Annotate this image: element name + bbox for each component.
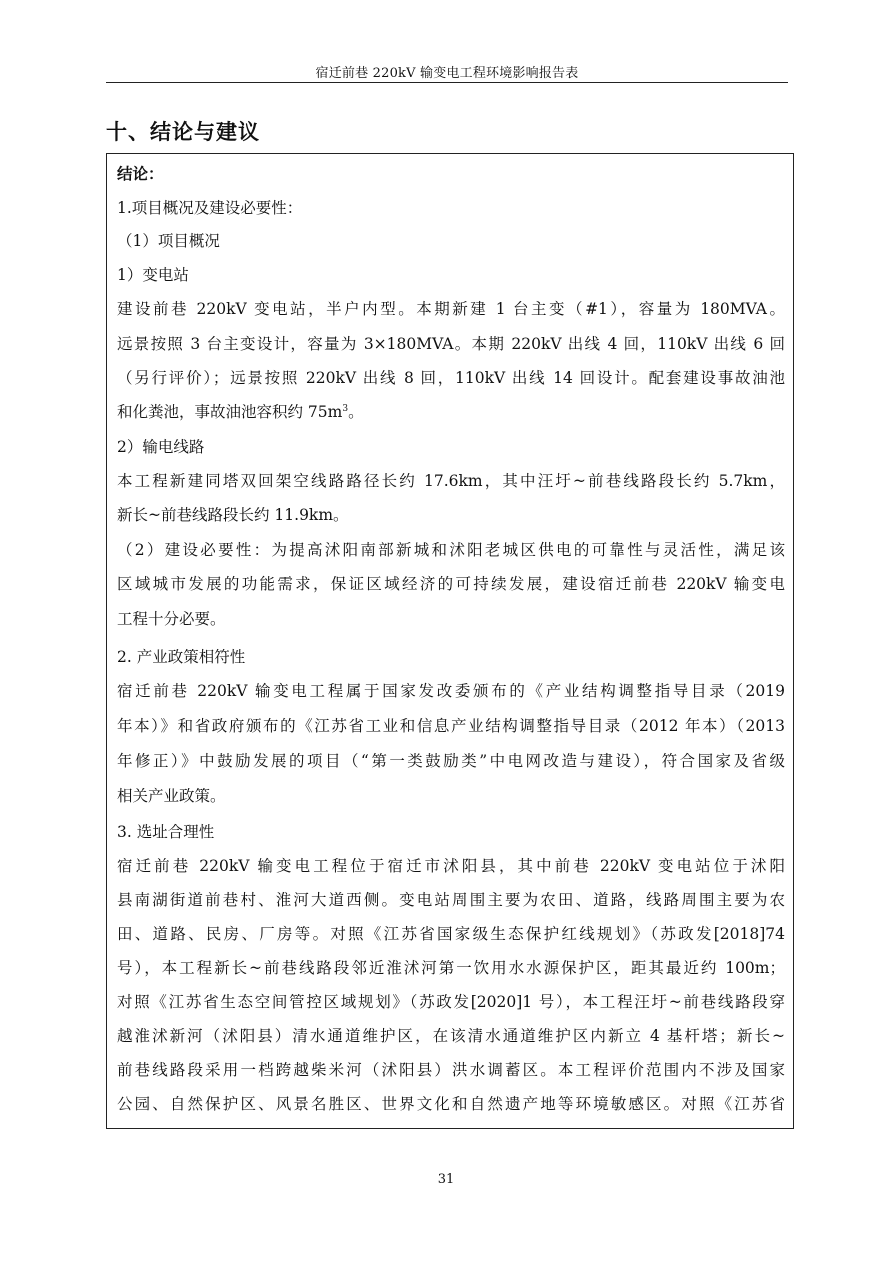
paragraph-line: 越淮沭新河（沭阳县）清水通道维护区，在该清水通道维护区内新立 4 基杆塔；新长~ xyxy=(117,1027,785,1045)
paragraph-line: 公园、自然保护区、风景名胜区、世界文化和自然遗产地等环境敏感区。对照《江苏省 xyxy=(117,1095,785,1113)
conclusion-label: 结论： xyxy=(117,165,164,183)
paragraph-line: 县南湖街道前巷村、淮河大道西侧。变电站周围主要为农田、道路，线路周围主要为农 xyxy=(117,891,785,909)
paragraph-line: 田、道路、民房、厂房等。对照《江苏省国家级生态保护红线规划》（苏政发[2018]74 xyxy=(117,925,785,943)
item-1-heading: 1.项目概况及建设必要性： xyxy=(117,199,303,217)
paragraph-line: （2）建设必要性：为提高沭阳南部新城和沭阳老城区供电的可靠性与灵活性，满足该 xyxy=(117,541,785,559)
paragraph-line: 远景按照 3 台主变设计，容量为 3×180MVA。本期 220kV 出线 4 回，110kV 出线 6 回 xyxy=(117,335,785,353)
paragraph-line: 相关产业政策。 xyxy=(117,787,226,805)
paragraph-line: 宿迁前巷 220kV 输变电工程属于国家发改委颁布的《产业结构调整指导目录（2019 xyxy=(117,682,785,700)
substation-heading: 1）变电站 xyxy=(117,266,189,284)
item-3-heading: 3. 选址合理性 xyxy=(117,823,215,841)
paragraph-line: 前巷线路段采用一档跨越柴米河（沭阳县）洪水调蓄区。本工程评价范围内不涉及国家 xyxy=(117,1061,785,1079)
conclusion-box xyxy=(106,153,794,1129)
item-1-1-heading: （1）项目概况 xyxy=(117,232,220,250)
paragraph-line: 区域城市发展的功能需求，保证区域经济的可持续发展，建设宿迁前巷 220kV 输变电 xyxy=(117,575,785,593)
paragraph-line: 宿迁前巷 220kV 输变电工程位于宿迁市沭阳县，其中前巷 220kV 变电站位于沭阳 xyxy=(117,857,785,875)
paragraph-line: 工程十分必要。 xyxy=(117,610,226,628)
paragraph-line: 建设前巷 220kV 变电站，半户内型。本期新建 1 台主变（#1），容量为 180MVA。 xyxy=(117,300,785,318)
paragraph-line xyxy=(117,402,785,422)
page-number: 31 xyxy=(437,1172,455,1187)
superscript: 3 xyxy=(342,403,349,414)
text-run: 和化粪池，事故油池容积约 75m xyxy=(117,403,343,421)
paragraph-line: 本工程新建同塔双回架空线路路径长约 17.6km，其中汪圩~前巷线路段长约 5.7km， xyxy=(117,472,785,490)
paragraph-line: 年本）》和省政府颁布的《江苏省工业和信息产业结构调整指导目录（2012 年本）（2013 xyxy=(117,717,785,735)
paragraph-line: 号），本工程新长~前巷线路段邻近淮沭河第一饮用水水源保护区，距其最近约 100m； xyxy=(117,959,785,977)
text-run: 。 xyxy=(348,403,364,421)
paragraph-line: 新长~前巷线路段长约 11.9km。 xyxy=(117,506,349,524)
item-2-heading: 2. 产业政策相符性 xyxy=(117,648,246,666)
line-heading: 2）输电线路 xyxy=(117,438,205,456)
header-rule xyxy=(106,82,788,83)
section-title: 十、结论与建议 xyxy=(106,120,260,144)
paragraph-line: 对照《江苏省生态空间管控区域规划》（苏政发[2020]1 号），本工程汪圩~前巷线路段穿 xyxy=(117,993,785,1011)
running-header: 宿迁前巷 220kV 输变电工程环境影响报告表 xyxy=(315,66,579,81)
paragraph-line: （另行评价）；远景按照 220kV 出线 8 回，110kV 出线 14 回设计。配套建设事故油池 xyxy=(117,369,785,387)
paragraph-line: 年修正）》中鼓励发展的项目（“第一类鼓励类”中电网改造与建设），符合国家及省级 xyxy=(117,752,785,770)
